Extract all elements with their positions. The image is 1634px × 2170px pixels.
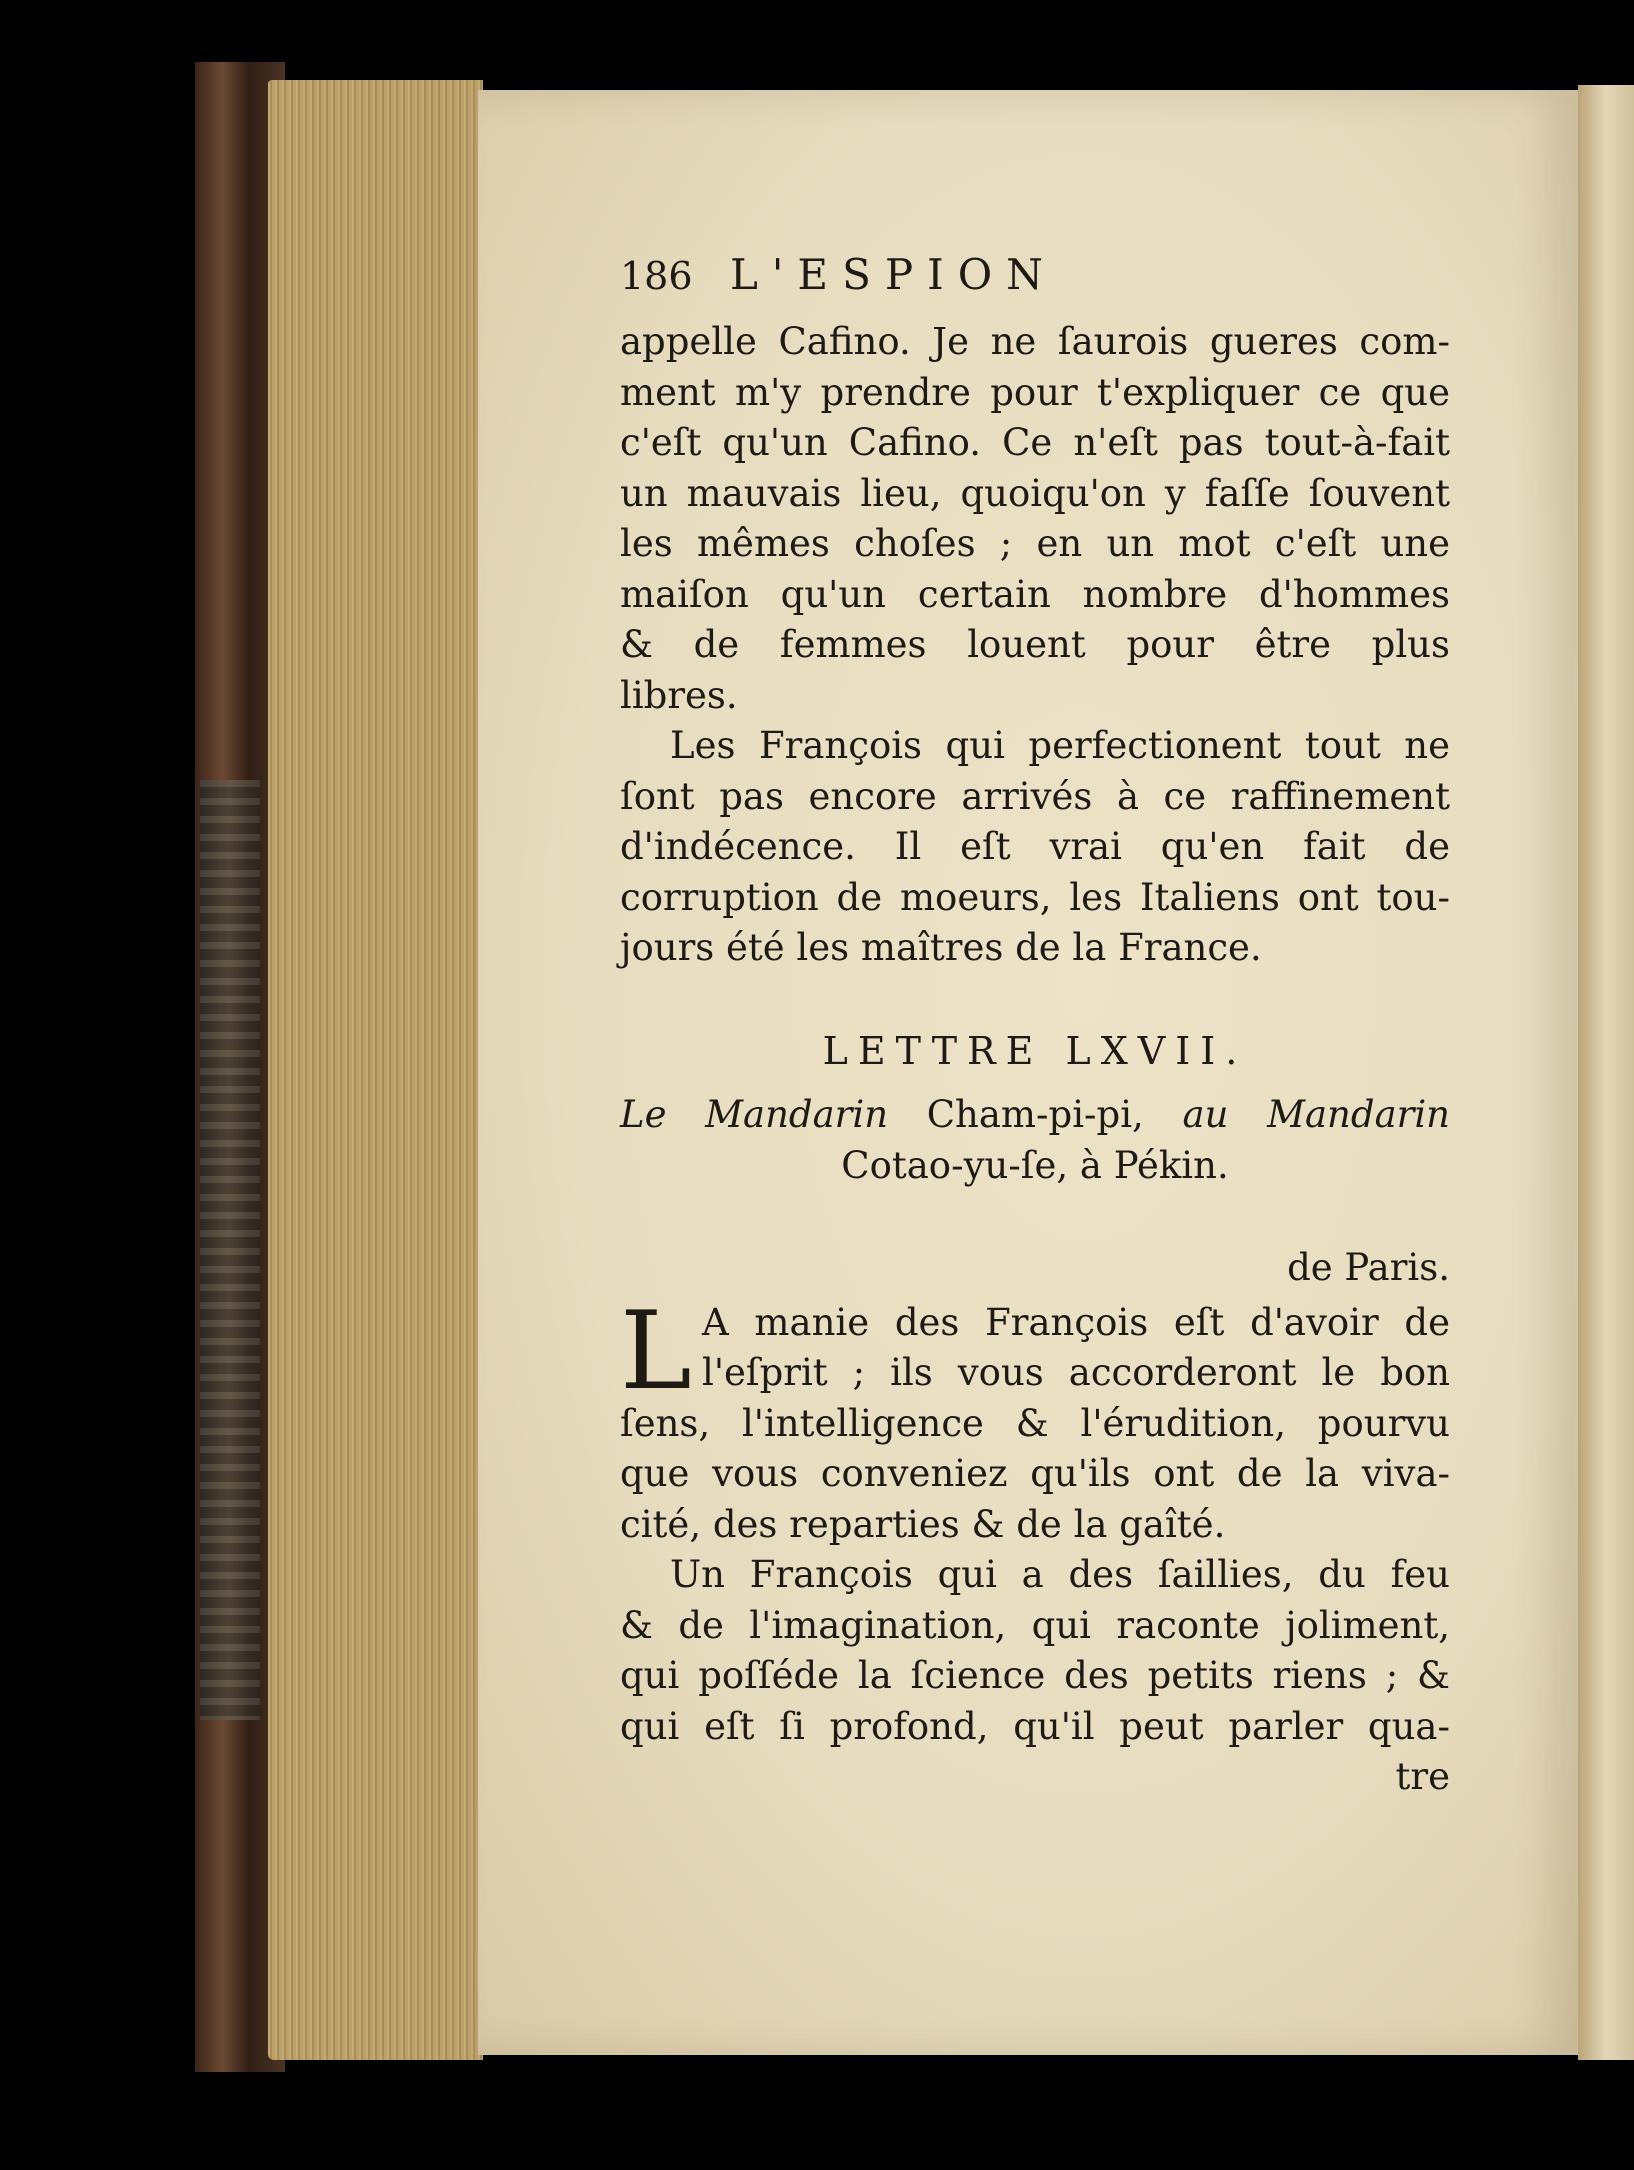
paragraph-4 [620,1550,1450,1752]
text-line: Les François qui perfectionent tout ne [670,724,1450,767]
text-line: libres. [620,673,738,717]
text-line: cité, des reparties & de la gaîté. [620,1502,1226,1546]
address-au-mandarin: au Mandarin [1182,1093,1450,1136]
text-line: ſens, l'intelligence & l'érudition, pourvu [620,1401,1450,1445]
text-line: ſont pas encore arrivés à ce raffinement [620,774,1450,818]
page-text [620,250,1450,1803]
paragraph-2 [620,721,1450,974]
address-le-mandarin: Le Mandarin [620,1093,889,1136]
page-edges [268,80,483,2060]
text-line: appelle Cafino. Je ne ſaurois gueres com- [620,320,1450,363]
letter-place: de Paris. [1287,1246,1450,1289]
letter-address-line2: Cotao-yu-ſe, à Pékin. [841,1143,1229,1187]
letter-heading: LETTRE LXVII. [822,1028,1248,1073]
text-line: que vous conveniez qu'ils ont de la viva- [620,1452,1450,1495]
text-line: Un François qui a des ſaillies, du feu [670,1553,1450,1596]
paragraph-3 [620,1288,1450,1551]
text-line: A manie des François eſt d'avoir de [702,1300,1450,1344]
text-line: un mauvais lieu, quoiqu'on y faſſe ſouvent [620,471,1450,515]
text-line: corruption de moeurs, les Italiens ont tou- [620,875,1450,919]
text-line: & de femmes louent pour être plus [620,623,1450,666]
letter-address-line1 [620,1090,1450,1141]
text-line: ment m'y prendre pour t'expliquer ce que [620,370,1450,414]
page-number: 186 [620,254,693,298]
text-line: & de l'imagination, qui raconte joliment, [620,1603,1450,1647]
page-header [620,250,1450,305]
text-line: jours été les maîtres de la France. [620,926,1262,969]
text-line: les mêmes choſes ; en un mot c'eſt une [620,522,1450,565]
drop-cap: L [620,1288,692,1414]
text-line: c'eſt qu'un Cafino. Ce n'eſt pas tout-à-fait [620,421,1450,464]
marbled-cover [200,780,260,1720]
address-sender: Cham-pi-pi, [926,1093,1144,1136]
text-line: qui poſſéde la ſcience des petits riens ; & [620,1654,1450,1697]
text-line: qui eſt ſi profond, qu'il peut parler qua- [620,1704,1450,1748]
text-line: maiſon qu'un certain nombre d'hommes [620,572,1450,616]
paragraph-1 [620,317,1450,721]
running-title: L'ESPION [730,250,1057,299]
text-line: l'eſprit ; ils vous accorderont le bon [702,1351,1450,1394]
text-line: d'indécence. Il eſt vrai qu'en fait de [620,825,1450,868]
catchword: tre [1395,1755,1450,1798]
facing-page-edge [1578,85,1634,2060]
